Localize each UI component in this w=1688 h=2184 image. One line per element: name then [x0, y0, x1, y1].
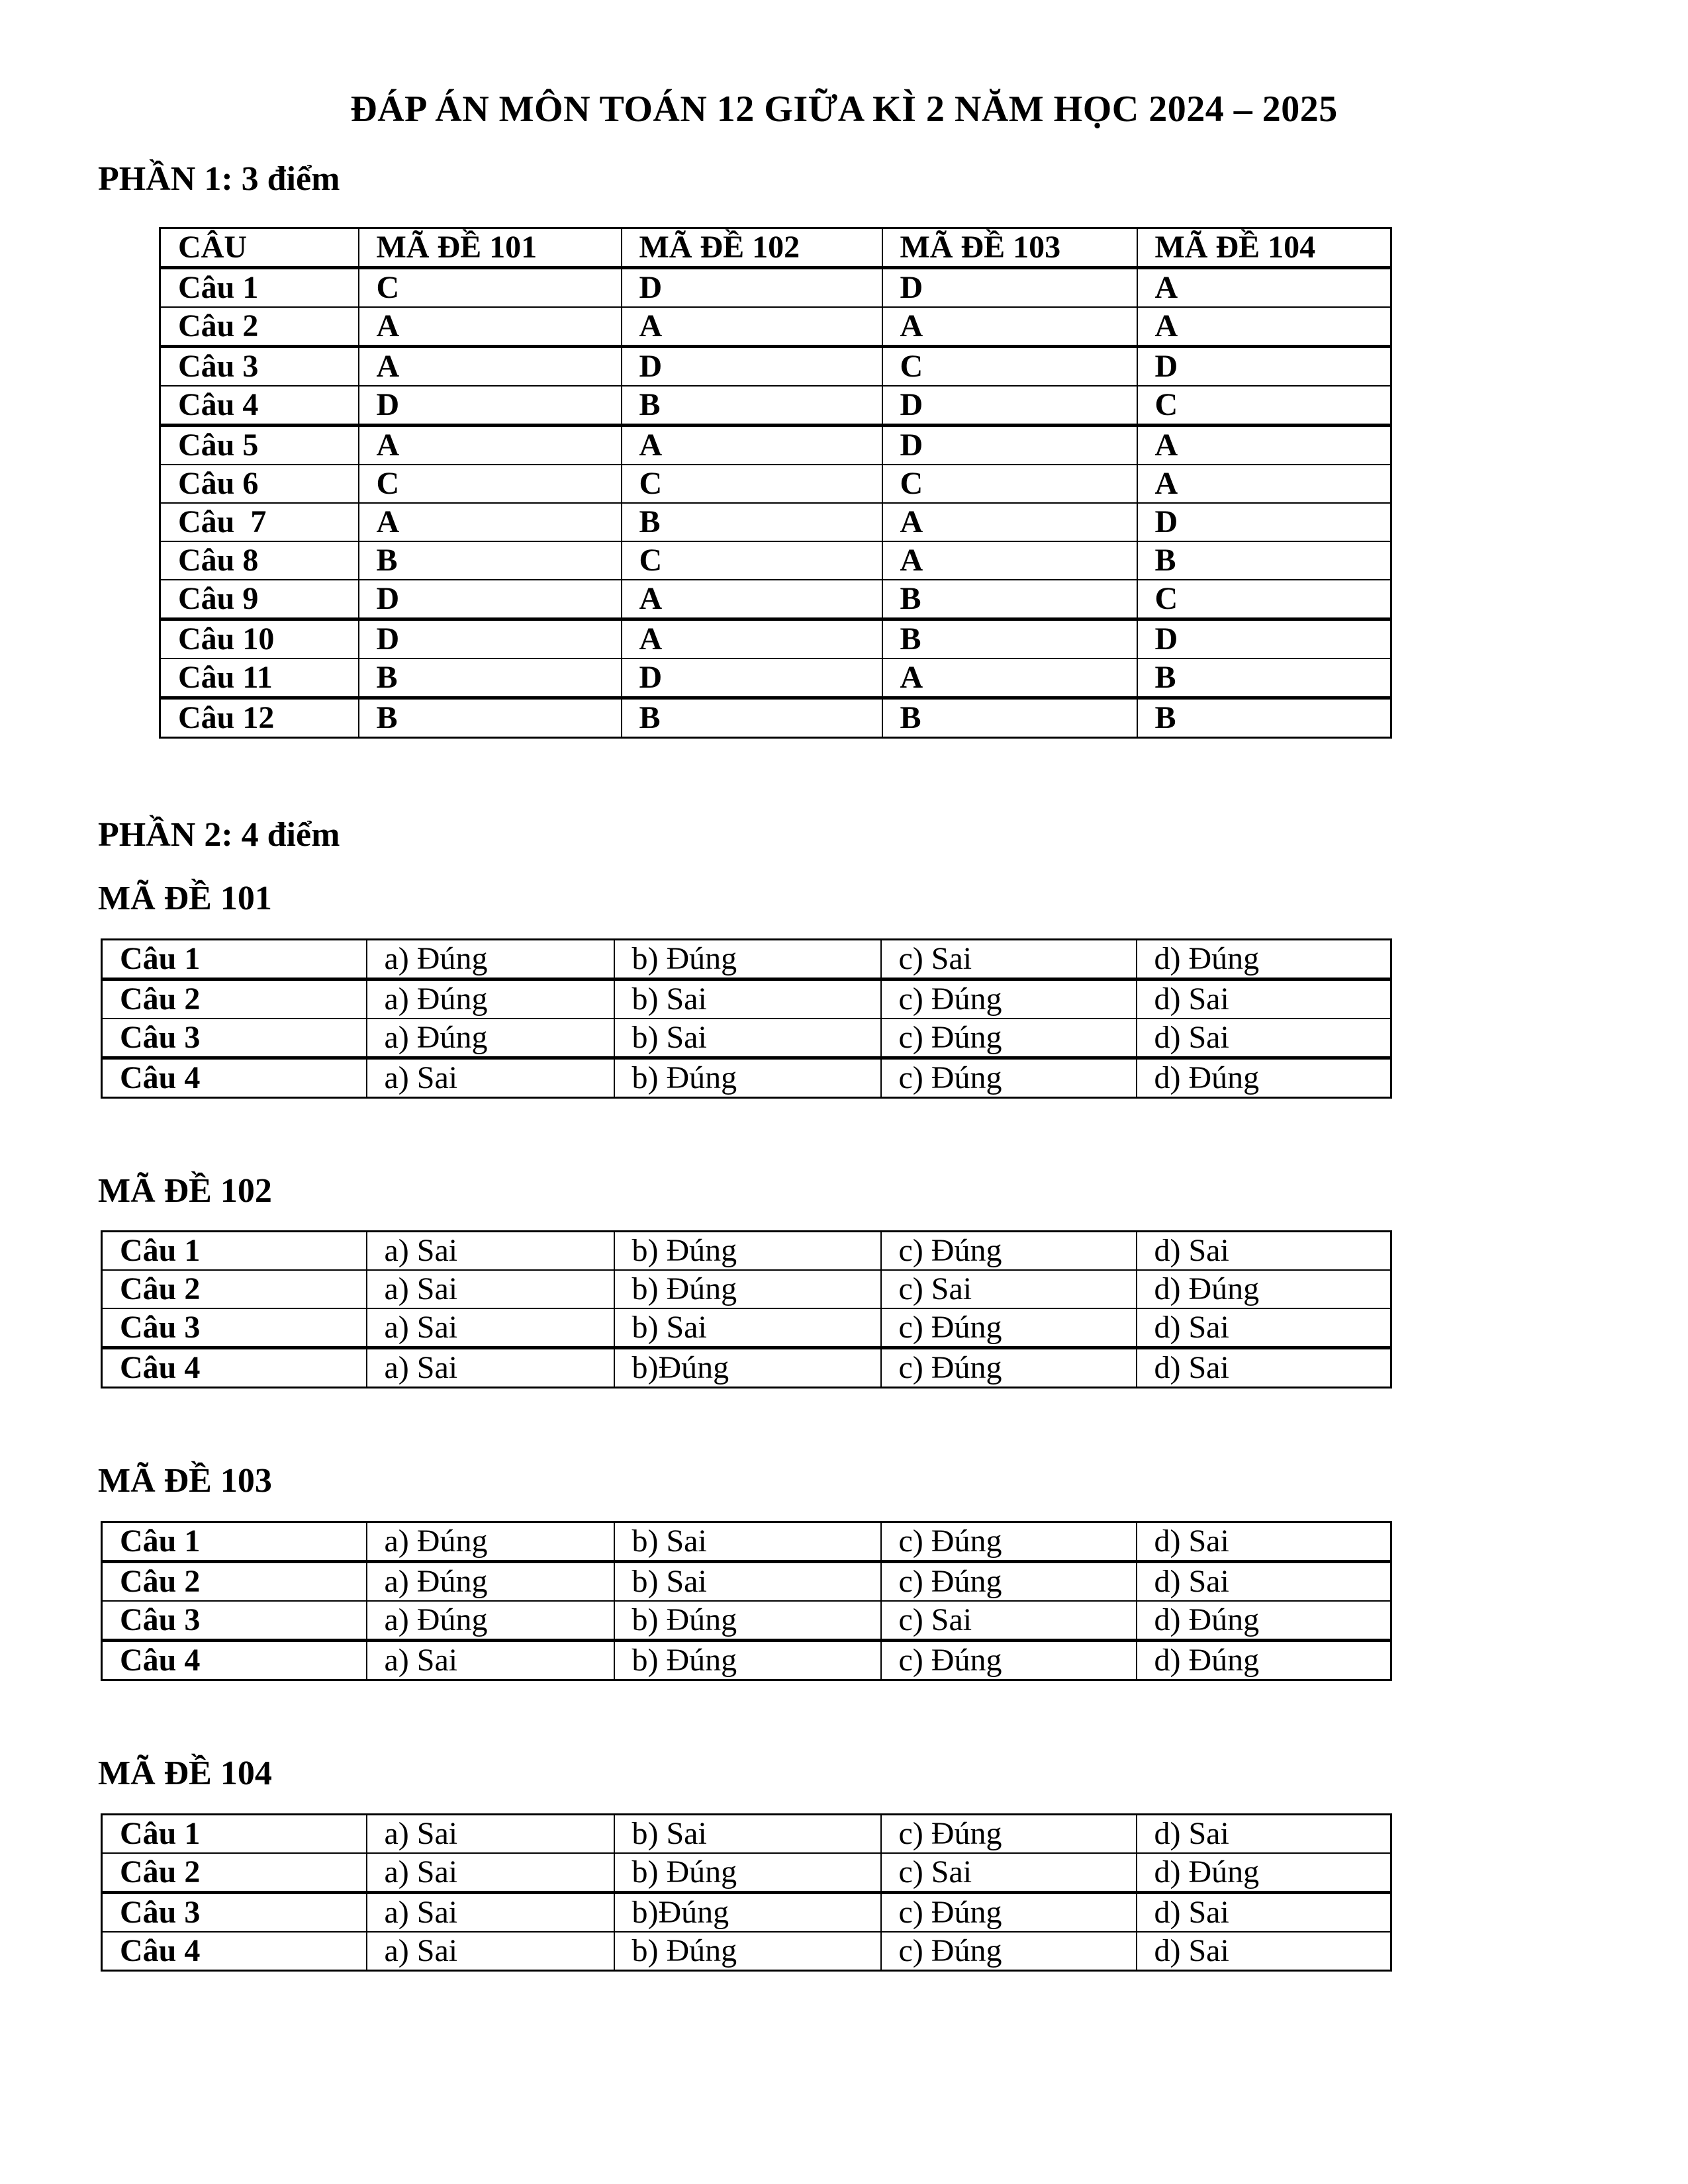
part1-heading: PHẦN 1: 3 điểm [98, 160, 340, 199]
answer-cell: c) Đúng [881, 979, 1137, 1019]
table-row [102, 1058, 1391, 1097]
answer-cell: B [359, 659, 622, 698]
answer-cell: d) Đúng [1137, 1853, 1391, 1893]
answer-cell: c) Sai [881, 1853, 1137, 1893]
answer-cell: b)Đúng [614, 1348, 881, 1388]
made-101-heading: MÃ ĐỀ 101 [98, 879, 272, 917]
table-row [160, 307, 1391, 347]
answer-cell: B [622, 386, 882, 426]
answer-cell: B [1137, 659, 1391, 698]
table-row [102, 979, 1391, 1019]
table-row [102, 1932, 1391, 1971]
table-row [160, 619, 1391, 659]
made-103-answer-table [101, 1521, 1392, 1681]
answer-cell: A [359, 307, 622, 347]
table-row [160, 267, 1391, 307]
answer-cell: C [1137, 580, 1391, 619]
answer-cell: B [622, 698, 882, 737]
answer-cell: d) Sai [1137, 979, 1391, 1019]
answer-cell: d) Sai [1137, 1522, 1391, 1562]
answer-cell: A [882, 307, 1137, 347]
question-label: Câu 1 [160, 267, 359, 307]
table-row [102, 1308, 1391, 1348]
answer-cell: d) Đúng [1137, 1641, 1391, 1680]
answer-cell: c) Đúng [881, 1932, 1137, 1971]
answer-cell: c) Đúng [881, 1232, 1137, 1271]
question-label: Câu 2 [102, 1562, 367, 1602]
answer-cell: b) Đúng [614, 1270, 881, 1308]
answer-cell: d) Sai [1137, 1019, 1391, 1058]
answer-cell: a) Sai [367, 1270, 614, 1308]
table-row [160, 580, 1391, 619]
answer-cell: A [882, 503, 1137, 541]
question-label: Câu 2 [102, 1270, 367, 1308]
answer-cell: D [1137, 503, 1391, 541]
question-label: Câu 4 [102, 1058, 367, 1097]
answer-cell: b) Đúng [614, 1601, 881, 1641]
answer-cell: A [882, 659, 1137, 698]
answer-cell: D [359, 619, 622, 659]
answer-cell: c) Đúng [881, 1814, 1137, 1853]
table-row [102, 1814, 1391, 1853]
answer-cell: d) Đúng [1137, 1270, 1391, 1308]
made-103-heading: MÃ ĐỀ 103 [98, 1462, 272, 1500]
answer-cell: D [359, 386, 622, 426]
part1-answer-table [159, 227, 1392, 739]
answer-cell: a) Sai [367, 1932, 614, 1971]
answer-cell: d) Sai [1137, 1348, 1391, 1388]
answer-cell: D [622, 346, 882, 386]
answer-cell: B [359, 541, 622, 580]
table-row [102, 1270, 1391, 1308]
table-row [102, 1562, 1391, 1602]
question-label: Câu 8 [160, 541, 359, 580]
answer-cell: d) Sai [1137, 1232, 1391, 1271]
question-label: Câu 4 [102, 1932, 367, 1971]
answer-cell: a) Sai [367, 1892, 614, 1932]
answer-cell: b) Sai [614, 1308, 881, 1348]
answer-cell: b) Sai [614, 1522, 881, 1562]
answer-cell: c) Đúng [881, 1641, 1137, 1680]
answer-cell: a) Sai [367, 1058, 614, 1097]
answer-cell: A [359, 503, 622, 541]
table-row [102, 1232, 1391, 1271]
table-row [102, 1892, 1391, 1932]
answer-cell: D [882, 386, 1137, 426]
answer-cell: d) Đúng [1137, 939, 1391, 979]
question-label: Câu 3 [102, 1601, 367, 1641]
question-label: Câu 1 [102, 939, 367, 979]
question-label: Câu 4 [160, 386, 359, 426]
part2-heading: PHẦN 2: 4 điểm [98, 815, 340, 854]
column-header-made-104: MÃ ĐỀ 104 [1137, 228, 1391, 267]
answer-cell: b) Đúng [614, 939, 881, 979]
answer-cell: c) Đúng [881, 1058, 1137, 1097]
question-label: Câu 7 [160, 503, 359, 541]
answer-cell: C [359, 267, 622, 307]
question-label: Câu 6 [160, 465, 359, 503]
answer-cell: b) Đúng [614, 1232, 881, 1271]
answer-cell: d) Sai [1137, 1892, 1391, 1932]
answer-cell: a) Sai [367, 1232, 614, 1271]
table-row [102, 1348, 1391, 1388]
document-title: ĐÁP ÁN MÔN TOÁN 12 GIỮA KÌ 2 NĂM HỌC 2024 – 2025 [350, 89, 1338, 130]
answer-cell: d) Sai [1137, 1932, 1391, 1971]
table-row [160, 465, 1391, 503]
answer-cell: B [882, 619, 1137, 659]
answer-cell: d) Sai [1137, 1814, 1391, 1853]
answer-cell: a) Đúng [367, 1601, 614, 1641]
question-label: Câu 4 [102, 1348, 367, 1388]
answer-cell: c) Sai [881, 1601, 1137, 1641]
table-row [102, 1853, 1391, 1893]
answer-cell: D [1137, 346, 1391, 386]
question-label: Câu 12 [160, 698, 359, 737]
answer-cell: B [1137, 541, 1391, 580]
question-label: Câu 3 [102, 1308, 367, 1348]
answer-cell: D [622, 267, 882, 307]
answer-cell: b) Sai [614, 1562, 881, 1602]
answer-cell: A [622, 580, 882, 619]
answer-cell: D [882, 267, 1137, 307]
answer-cell: b) Đúng [614, 1853, 881, 1893]
table-row [160, 425, 1391, 465]
answer-cell: C [622, 541, 882, 580]
answer-cell: A [359, 346, 622, 386]
answer-cell: A [882, 541, 1137, 580]
made-102-heading: MÃ ĐỀ 102 [98, 1171, 272, 1210]
answer-cell: D [622, 659, 882, 698]
answer-cell: C [622, 465, 882, 503]
answer-cell: B [1137, 698, 1391, 737]
answer-cell: c) Đúng [881, 1019, 1137, 1058]
question-label: Câu 11 [160, 659, 359, 698]
answer-cell: B [359, 698, 622, 737]
question-label: Câu 9 [160, 580, 359, 619]
question-label: Câu 2 [102, 979, 367, 1019]
answer-cell: b) Đúng [614, 1641, 881, 1680]
question-label: Câu 2 [102, 1853, 367, 1893]
answer-cell: d) Sai [1137, 1562, 1391, 1602]
answer-cell: c) Đúng [881, 1522, 1137, 1562]
question-label: Câu 1 [102, 1522, 367, 1562]
answer-cell: A [1137, 307, 1391, 347]
answer-cell: a) Đúng [367, 1522, 614, 1562]
answer-cell: c) Đúng [881, 1348, 1137, 1388]
table-row [160, 386, 1391, 426]
answer-cell: B [882, 698, 1137, 737]
question-label: Câu 1 [102, 1232, 367, 1271]
question-label: Câu 2 [160, 307, 359, 347]
table-row [160, 346, 1391, 386]
answer-cell: c) Đúng [881, 1892, 1137, 1932]
answer-cell: A [1137, 425, 1391, 465]
answer-cell: b) Đúng [614, 1932, 881, 1971]
answer-cell: B [882, 580, 1137, 619]
table-row [160, 503, 1391, 541]
answer-cell: C [882, 346, 1137, 386]
answer-cell: A [1137, 267, 1391, 307]
answer-cell: C [882, 465, 1137, 503]
answer-cell: c) Sai [881, 1270, 1137, 1308]
column-header-cau: CÂU [160, 228, 359, 267]
answer-cell: b) Sai [614, 1814, 881, 1853]
answer-cell: D [882, 425, 1137, 465]
answer-cell: A [359, 425, 622, 465]
answer-cell: b) Đúng [614, 1058, 881, 1097]
question-label: Câu 3 [160, 346, 359, 386]
made-104-heading: MÃ ĐỀ 104 [98, 1754, 272, 1793]
answer-cell: c) Đúng [881, 1562, 1137, 1602]
answer-cell: C [1137, 386, 1391, 426]
question-label: Câu 1 [102, 1814, 367, 1853]
answer-cell: A [622, 425, 882, 465]
answer-cell: a) Sai [367, 1348, 614, 1388]
answer-cell: a) Sai [367, 1814, 614, 1853]
answer-cell: D [1137, 619, 1391, 659]
answer-cell: B [622, 503, 882, 541]
answer-cell: c) Sai [881, 939, 1137, 979]
table-row [102, 1601, 1391, 1641]
table-row [102, 1641, 1391, 1680]
made-104-answer-table [101, 1813, 1392, 1972]
question-label: Câu 4 [102, 1641, 367, 1680]
column-header-made-103: MÃ ĐỀ 103 [882, 228, 1137, 267]
answer-cell: b) Sai [614, 1019, 881, 1058]
answer-cell: a) Sai [367, 1641, 614, 1680]
answer-cell: a) Sai [367, 1853, 614, 1893]
answer-cell: a) Đúng [367, 939, 614, 979]
question-label: Câu 3 [102, 1019, 367, 1058]
answer-cell: A [1137, 465, 1391, 503]
column-header-made-102: MÃ ĐỀ 102 [622, 228, 882, 267]
question-label: Câu 10 [160, 619, 359, 659]
answer-cell: b)Đúng [614, 1892, 881, 1932]
made-102-answer-table [101, 1230, 1392, 1388]
column-header-made-101: MÃ ĐỀ 101 [359, 228, 622, 267]
part1-header-row [160, 228, 1391, 267]
answer-cell: C [359, 465, 622, 503]
table-row [160, 659, 1391, 698]
answer-cell: D [359, 580, 622, 619]
answer-cell: d) Sai [1137, 1308, 1391, 1348]
answer-cell: a) Đúng [367, 979, 614, 1019]
answer-cell: A [622, 619, 882, 659]
table-row [160, 541, 1391, 580]
answer-cell: a) Đúng [367, 1562, 614, 1602]
answer-cell: d) Đúng [1137, 1601, 1391, 1641]
answer-cell: c) Đúng [881, 1308, 1137, 1348]
table-row [102, 939, 1391, 979]
answer-cell: a) Đúng [367, 1019, 614, 1058]
made-101-answer-table [101, 938, 1392, 1099]
answer-cell: d) Đúng [1137, 1058, 1391, 1097]
answer-cell: a) Sai [367, 1308, 614, 1348]
table-row [102, 1522, 1391, 1562]
question-label: Câu 5 [160, 425, 359, 465]
table-row [160, 698, 1391, 737]
answer-cell: A [622, 307, 882, 347]
answer-cell: b) Sai [614, 979, 881, 1019]
question-label: Câu 3 [102, 1892, 367, 1932]
table-row [102, 1019, 1391, 1058]
